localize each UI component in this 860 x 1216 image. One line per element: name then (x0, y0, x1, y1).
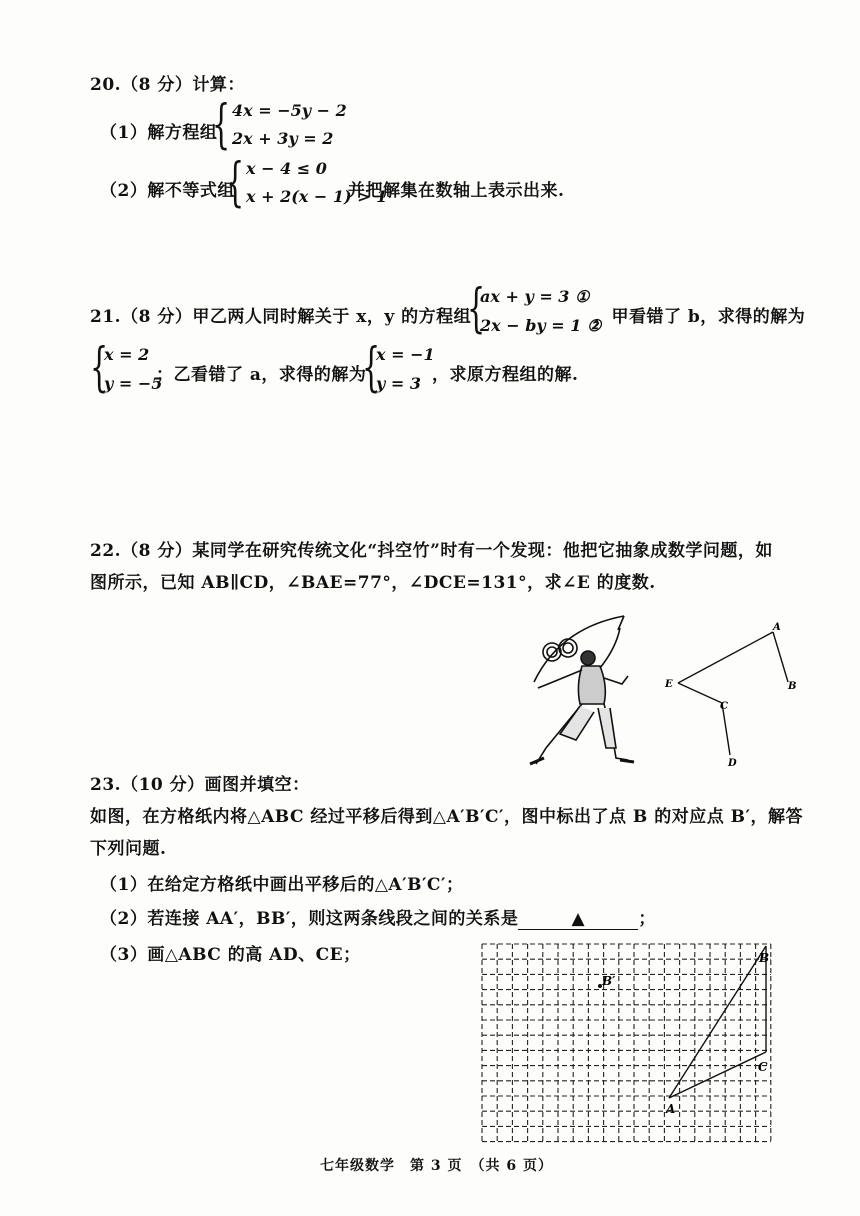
q23-part2-text: （2）若连接 AA′，BB′，则这两条线段之间的关系是 (100, 909, 519, 929)
q21-sol1-brace: { (90, 338, 109, 398)
q20-part2-brace: { (226, 153, 245, 213)
q21-heading: 21.（8 分）甲乙两人同时解关于 x，y 的方程组 (90, 307, 472, 327)
q20-part1-eq1: 4x = −5y − 2 (232, 101, 347, 120)
q23-part2-end: ； (638, 909, 656, 929)
q21-eq2: 2x − by = 1 ② (480, 316, 602, 335)
grid-label-B: B (759, 951, 770, 965)
q22-line2: 图所示，已知 AB∥CD，∠BAE=77°，∠DCE=131°，求∠E 的度数. (90, 573, 656, 593)
q20-part2-label: （2）解不等式组 (100, 181, 235, 201)
grid-label-C: C (758, 1060, 768, 1074)
q20-part2-eq1: x − 4 ≤ 0 (246, 159, 327, 178)
label-D: D (728, 758, 737, 769)
q20-heading: 20.（8 分）计算： (90, 75, 245, 95)
label-B: B (788, 681, 797, 692)
q21-tail1: ，甲看错了 b，求得的解为 (594, 307, 806, 327)
label-E: E (665, 679, 673, 690)
parallel-lines-figure (660, 620, 800, 770)
q21-sol1-x: x = 2 (104, 345, 150, 364)
q23-part1: （1）在给定方格纸中画出平移后的△A′B′C′； (100, 875, 464, 895)
label-C: C (720, 701, 728, 712)
segment-EA (678, 632, 773, 683)
q23-part2-answer-blank: ▲ (518, 909, 638, 930)
q20-part2-eq2: x + 2(x − 1) > 1 (246, 187, 388, 206)
q21-sol2-y: y = 3 (376, 374, 421, 393)
segment-AB (773, 632, 788, 682)
diabolo-player-illustration (520, 608, 644, 774)
q23-part3: （3）画△ABC 的高 AD、CE； (100, 945, 361, 965)
q20-part1-label: （1）解方程组 (100, 123, 218, 143)
q20-part1-eq2: 2x + 3y = 2 (232, 129, 334, 148)
q23-line2: 下列问题. (90, 839, 167, 859)
q21-sol1-y: y = −5 (104, 374, 163, 393)
grid-label-B-prime: B′ (602, 974, 616, 988)
q22-line1: 22.（8 分）某同学在研究传统文化“抖空竹”时有一个发现：他把它抽象成数学问题，如 (90, 541, 773, 561)
q21-sol2-x: x = −1 (376, 345, 435, 364)
q21-system-brace: { (467, 279, 486, 339)
q21-sol2-brace: { (362, 338, 381, 398)
q20-part2-tail: 并把解集在数轴上表示出来. (348, 181, 565, 201)
q21-eq1: ax + y = 3 ① (480, 287, 590, 306)
page-footer: 七年级数学 第 3 页 （共 6 页） (320, 1158, 553, 1174)
q20-part1-brace: { (212, 95, 231, 155)
label-A: A (773, 622, 781, 633)
q23-part2 (100, 904, 656, 930)
q23-heading: 23.（10 分）画图并填空： (90, 775, 310, 795)
grid-label-A: A (666, 1102, 676, 1116)
grid-paper (478, 940, 788, 1152)
q23-line1: 如图，在方格纸内将△ABC 经过平移后得到△A′B′C′，图中标出了点 B 的对应点 B′，解答 (90, 807, 803, 827)
q21-mid: ；乙看错了 a，求得的解为 (156, 365, 367, 385)
q21-tail2: ，求原方程组的解. (432, 365, 579, 385)
segment-EC (678, 683, 722, 703)
